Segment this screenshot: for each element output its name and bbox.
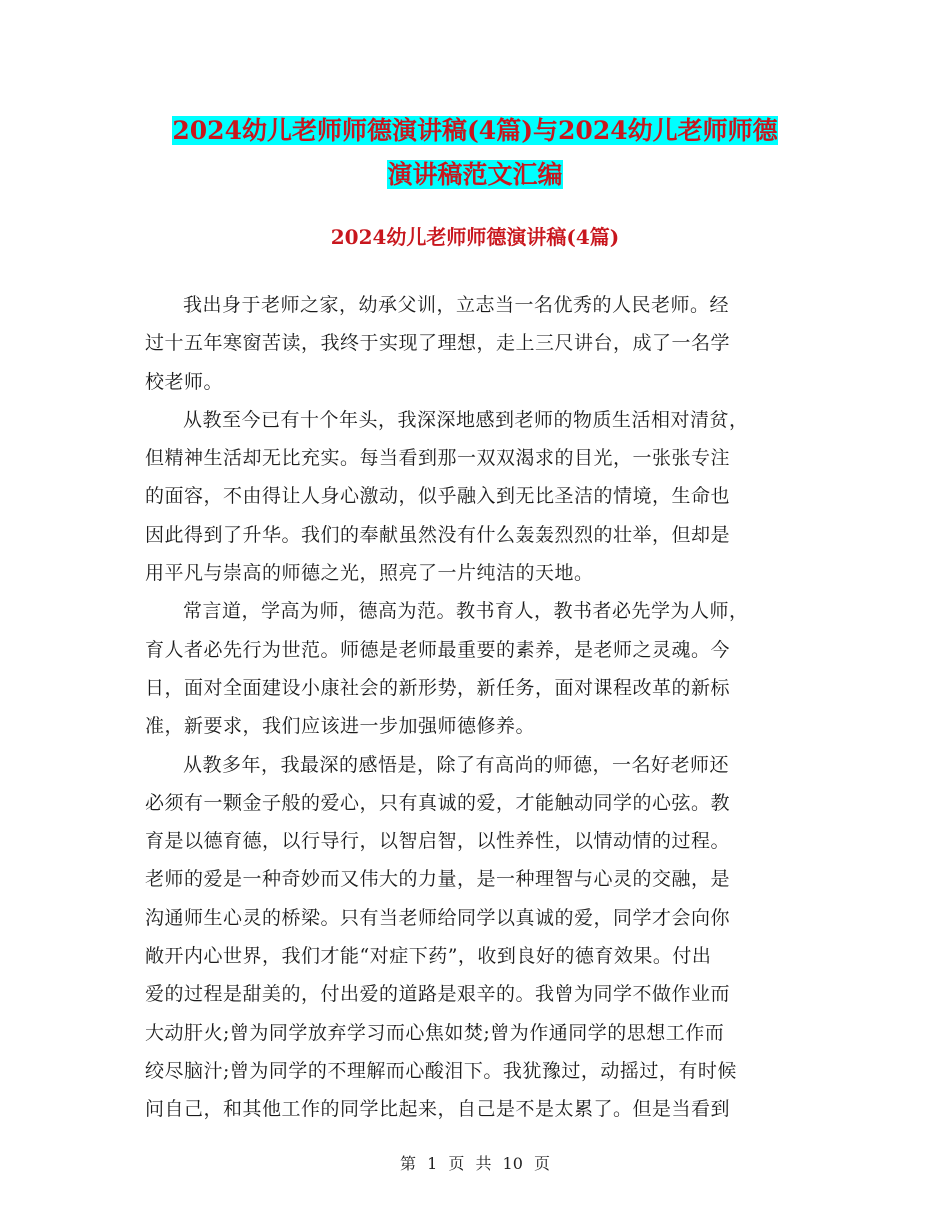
paragraph-line: 爱的过程是甜美的，付出爱的道路是艰辛的。我曾为同学不做作业而 — [145, 983, 731, 1006]
document-title-text-1: 2024幼儿老师师德演讲稿(4篇)与2024幼儿老师师德 — [172, 116, 778, 145]
paragraph-line: 校老师。 — [145, 370, 224, 393]
paragraph-line: 因此得到了升华。我们的奉献虽然没有什么轰轰烈烈的壮举，但却是 — [145, 523, 731, 546]
paragraph-line: 老师的爱是一种奇妙而又伟大的力量，是一种理智与心灵的交融，是 — [145, 868, 731, 891]
document-body — [145, 286, 805, 1129]
paragraph-line: 问自己，和其他工作的同学比起来，自己是不是太累了。但是当看到 — [145, 1098, 731, 1121]
paragraph-4 — [145, 746, 805, 1129]
paragraph-line: 从教至今已有十个年头，我深深地感到老师的物质生活相对清贫， — [183, 408, 749, 431]
paragraph-1 — [145, 286, 805, 401]
paragraph-line: 用平凡与崇高的师德之光，照亮了一片纯洁的天地。 — [145, 562, 594, 585]
page-number-footer: 第 1 页 共 10 页 — [400, 1154, 550, 1173]
paragraph-line: 绞尽脑汁;曾为同学的不理解而心酸泪下。我犹豫过，动摇过，有时候 — [145, 1059, 737, 1082]
section-heading: 2024幼儿老师师德演讲稿(4篇) — [330, 225, 620, 249]
document-title-line-1 — [0, 108, 950, 153]
paragraph-line: 我出身于老师之家，幼承父训，立志当一名优秀的人民老师。经 — [183, 294, 730, 316]
paragraph-line: 敞开内心世界，我们才能“对症下药”，收到良好的德育效果。付出 — [145, 945, 712, 968]
paragraph-line: 但精神生活却无比充实。每当看到那一双双渴求的目光，一张张专注 — [145, 447, 731, 470]
paragraph-line: 育人者必先行为世范。师德是老师最重要的素养，是老师之灵魂。今 — [145, 638, 731, 661]
document-title-line-2 — [0, 152, 950, 197]
paragraph-line: 大动肝火;曾为同学放弃学习而心焦如焚;曾为作通同学的思想工作而 — [145, 1021, 725, 1044]
document-title-text-2: 演讲稿范文汇编 — [387, 160, 563, 189]
paragraph-line: 从教多年，我最深的感悟是，除了有高尚的师德，一名好老师还 — [183, 753, 730, 776]
paragraph-line: 日，面对全面建设小康社会的新形势，新任务，面对课程改革的新标 — [145, 676, 731, 699]
paragraph-line: 沟通师生心灵的桥梁。只有当老师给同学以真诚的爱，同学才会向你 — [145, 906, 731, 929]
paragraph-line: 的面容，不由得让人身心激动，似乎融入到无比圣洁的情境，生命也 — [145, 485, 731, 508]
paragraph-line: 过十五年寒窗苦读，我终于实现了理想，走上三尺讲台，成了一名学 — [145, 332, 731, 355]
paragraph-3 — [145, 592, 805, 745]
paragraph-line: 准，新要求，我们应该进一步加强师德修养。 — [145, 715, 536, 738]
paragraph-line: 常言道，学高为师，德高为范。教书育人，教书者必先学为人师， — [183, 600, 749, 623]
paragraph-line: 育是以德育德，以行导行，以智启智，以性养性，以情动情的过程。 — [145, 830, 731, 853]
paragraph-line: 必须有一颗金子般的爱心，只有真诚的爱，才能触动同学的心弦。教 — [145, 791, 731, 814]
paragraph-2 — [145, 401, 805, 592]
